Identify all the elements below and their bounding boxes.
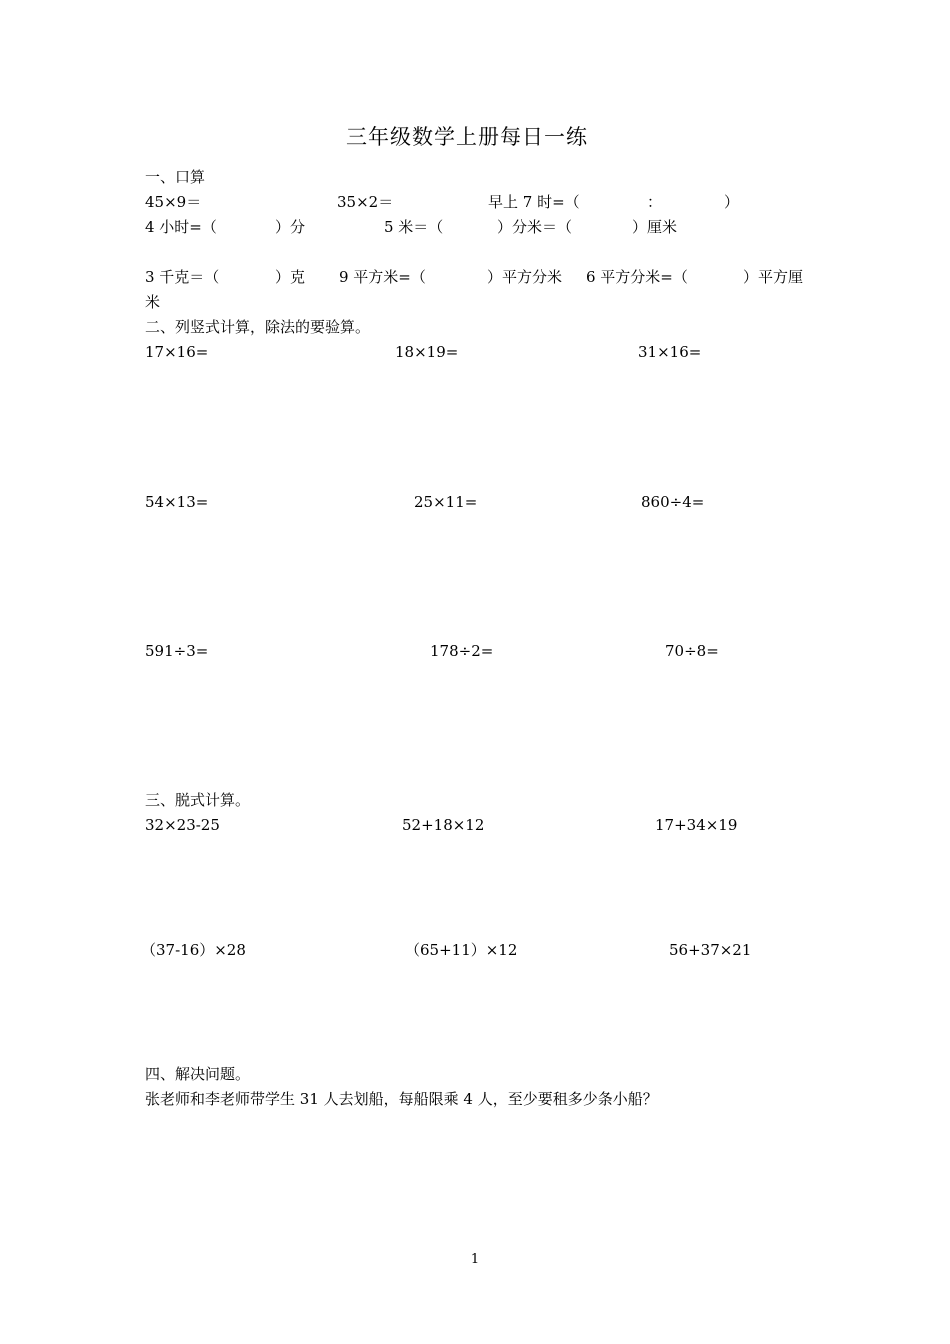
oral-item-7: 9 平方米=（ — [339, 268, 426, 286]
section3-heading: 三、脱式计算。 — [145, 791, 251, 809]
section2-heading: 二、列竖式计算，除法的要验算。 — [145, 318, 371, 336]
oral-item-2: 35×2＝ — [337, 193, 394, 211]
vertical-calc-7: 591÷3= — [145, 642, 209, 660]
vertical-calc-1: 17×16= — [145, 343, 209, 361]
word-problem: 张老师和李老师带学生 31 人去划船，每船限乘 4 人，至少要租多少条小船？ — [145, 1090, 658, 1108]
vertical-calc-8: 178÷2= — [430, 642, 494, 660]
section1-heading: 一、口算 — [145, 168, 206, 186]
oral-item-5: 5 米＝（ — [384, 218, 444, 236]
section4-heading: 四、解决问题。 — [145, 1065, 251, 1083]
vertical-calc-3: 31×16= — [638, 343, 702, 361]
stepwise-calc-3: 17+34×19 — [655, 816, 738, 834]
vertical-calc-4: 54×13= — [145, 493, 209, 511]
oral-item-8: 6 平方分米=（ — [586, 268, 688, 286]
oral-item-8-wrap: 米 — [145, 293, 161, 311]
stepwise-calc-2: 52+18×12 — [402, 816, 485, 834]
oral-item-5-mid: ）分米＝（ — [497, 218, 573, 236]
vertical-calc-9: 70÷8= — [665, 642, 719, 660]
oral-item-3-close: ） — [724, 193, 740, 211]
stepwise-calc-5: （65+11）×12 — [405, 941, 518, 959]
vertical-calc-5: 25×11= — [414, 493, 478, 511]
page-title: 三年级数学上册每日一练 — [346, 125, 588, 149]
oral-item-7-unit: ）平方分米 — [487, 268, 563, 286]
oral-item-6: 3 千克＝（ — [145, 268, 220, 286]
stepwise-calc-1: 32×23-25 — [145, 816, 220, 834]
oral-item-8-unit: ）平方厘 — [743, 268, 804, 286]
oral-item-5-unit: ）厘米 — [632, 218, 678, 236]
stepwise-calc-4: （37-16）×28 — [141, 941, 246, 959]
oral-item-3-colon: ： — [647, 193, 663, 211]
page-number: 1 — [470, 1252, 480, 1267]
oral-item-4: 4 小时=（ — [145, 218, 217, 236]
stepwise-calc-6: 56+37×21 — [669, 941, 752, 959]
oral-item-3: 早上 7 时=（ — [488, 193, 580, 211]
vertical-calc-2: 18×19= — [395, 343, 459, 361]
oral-item-4-unit: ）分 — [275, 218, 306, 236]
oral-item-1: 45×9＝ — [145, 193, 202, 211]
oral-item-6-unit: ）克 — [275, 268, 306, 286]
vertical-calc-6: 860÷4= — [641, 493, 705, 511]
